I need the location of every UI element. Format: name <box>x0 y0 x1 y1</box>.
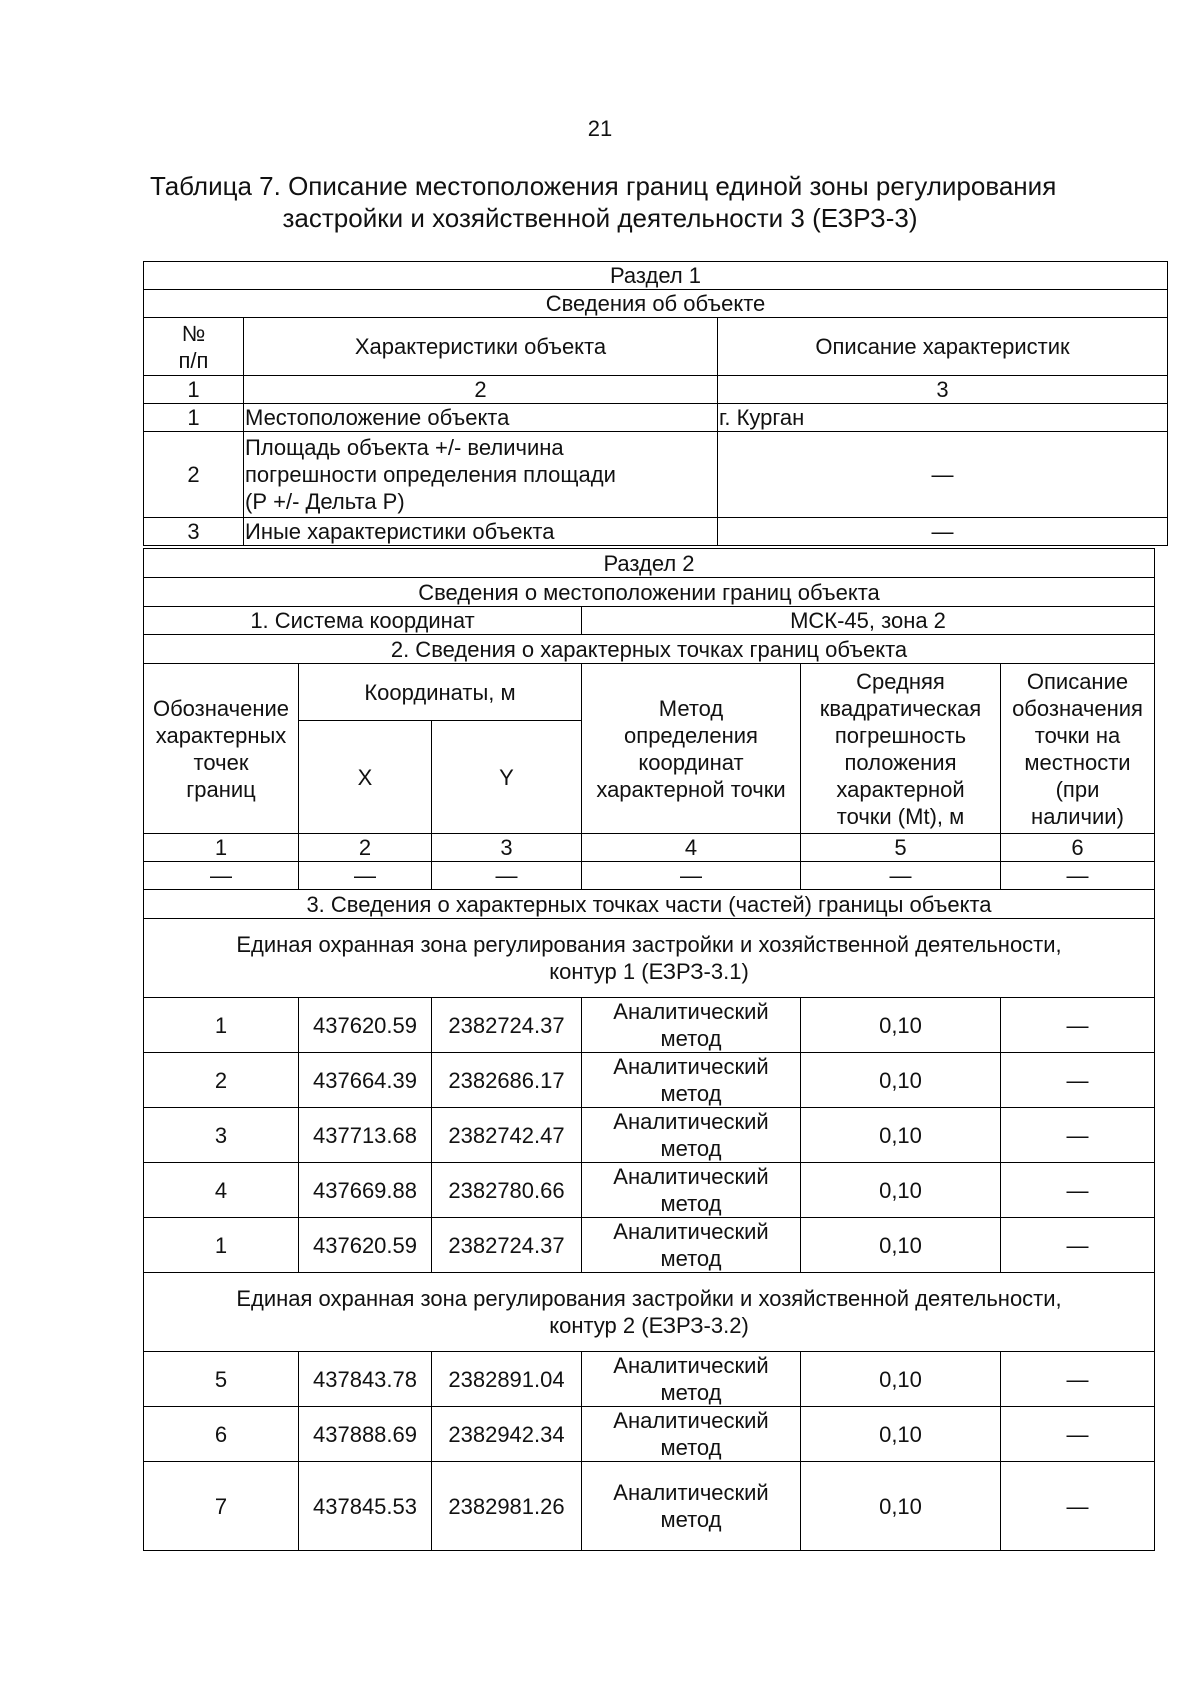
col-header-coordinates: Координаты, м <box>299 664 582 721</box>
row-characteristic: Иные характеристики объекта <box>244 518 718 546</box>
empty-cell: — <box>299 862 432 890</box>
point-x: 437620.59 <box>299 998 432 1053</box>
point-x: 437845.53 <box>299 1462 432 1551</box>
point-x: 437669.88 <box>299 1163 432 1218</box>
table-title <box>150 170 1057 234</box>
point-description: — <box>1001 1407 1155 1462</box>
point-x: 437713.68 <box>299 1108 432 1163</box>
point-error: 0,10 <box>801 1108 1001 1163</box>
table-row <box>144 1108 1155 1163</box>
col-header-number: № п/п <box>144 318 244 376</box>
point-error: 0,10 <box>801 998 1001 1053</box>
point-id: 6 <box>144 1407 299 1462</box>
point-error: 0,10 <box>801 1352 1001 1407</box>
section-2-header: Раздел 2 <box>144 549 1155 578</box>
point-method: Аналитический метод <box>582 1108 801 1163</box>
section-1-header: Раздел 1 <box>144 262 1168 290</box>
col-number: 3 <box>718 376 1168 404</box>
point-y: 2382891.04 <box>432 1352 582 1407</box>
col-number: 1 <box>144 834 299 862</box>
point-method: Аналитический метод <box>582 1163 801 1218</box>
empty-cell: — <box>1001 862 1155 890</box>
point-method: Аналитический метод <box>582 998 801 1053</box>
coord-system-label: 1. Система координат <box>144 607 582 635</box>
point-error: 0,10 <box>801 1053 1001 1108</box>
empty-row <box>144 862 1155 890</box>
contour-title-row <box>144 919 1155 998</box>
col-header-description: Описание характеристик <box>718 318 1168 376</box>
point-method: Аналитический метод <box>582 1407 801 1462</box>
row-number: 3 <box>144 518 244 546</box>
point-id: 2 <box>144 1053 299 1108</box>
parts-header: 3. Сведения о характерных точках части (частей) границы объекта <box>144 890 1155 919</box>
table-row <box>144 1053 1155 1108</box>
row-characteristic: Площадь объекта +/- величина погрешности определения площади (Р +/- Дельта Р) <box>244 432 718 518</box>
point-y: 2382686.17 <box>432 1053 582 1108</box>
point-description: — <box>1001 1352 1155 1407</box>
point-error: 0,10 <box>801 1407 1001 1462</box>
empty-cell: — <box>432 862 582 890</box>
table-row <box>144 1352 1155 1407</box>
point-id: 3 <box>144 1108 299 1163</box>
point-method: Аналитический метод <box>582 1462 801 1551</box>
contour-title: Единая охранная зона регулирования застройки и хозяйственной деятельности, контур 2 (ЕЗРЗ-3.2) <box>144 1273 1155 1352</box>
table-row <box>144 1218 1155 1273</box>
point-method: Аналитический метод <box>582 1053 801 1108</box>
point-y: 2382981.26 <box>432 1462 582 1551</box>
row-number: 1 <box>144 404 244 432</box>
table-row <box>144 1163 1155 1218</box>
table-title-line-2: застройки и хозяйственной деятельности 3 (ЕЗРЗ-3) <box>282 203 918 233</box>
point-description: — <box>1001 1462 1155 1551</box>
row-value: — <box>718 432 1168 518</box>
col-header-designation: Обозначение характерных точек границ <box>144 664 299 834</box>
empty-cell: — <box>582 862 801 890</box>
point-description: — <box>1001 1163 1155 1218</box>
col-header-point-description: Описание обозначения точки на местности (при наличии) <box>1001 664 1155 834</box>
section-2-table <box>143 548 1155 1551</box>
contours-body <box>144 919 1155 1551</box>
point-y: 2382942.34 <box>432 1407 582 1462</box>
section-1-subheader: Сведения об объекте <box>144 290 1168 318</box>
point-error: 0,10 <box>801 1462 1001 1551</box>
coord-system-value: МСК-45, зона 2 <box>582 607 1155 635</box>
point-y: 2382724.37 <box>432 1218 582 1273</box>
point-error: 0,10 <box>801 1218 1001 1273</box>
col-number: 5 <box>801 834 1001 862</box>
page-number: 21 <box>587 116 613 141</box>
col-number: 3 <box>432 834 582 862</box>
point-id: 4 <box>144 1163 299 1218</box>
contour-title: Единая охранная зона регулирования застройки и хозяйственной деятельности, контур 1 (ЕЗРЗ-3.1) <box>144 919 1155 998</box>
table-row <box>144 998 1155 1053</box>
point-x: 437843.78 <box>299 1352 432 1407</box>
empty-cell: — <box>801 862 1001 890</box>
point-description: — <box>1001 1108 1155 1163</box>
col-header-method: Метод определения координат характерной точки <box>582 664 801 834</box>
row-number: 2 <box>144 432 244 518</box>
point-method: Аналитический метод <box>582 1218 801 1273</box>
col-number: 2 <box>299 834 432 862</box>
point-x: 437620.59 <box>299 1218 432 1273</box>
col-number: 4 <box>582 834 801 862</box>
point-description: — <box>1001 1053 1155 1108</box>
point-id: 1 <box>144 998 299 1053</box>
table-row <box>144 1462 1155 1551</box>
col-header-x: X <box>299 721 432 834</box>
row-characteristic: Местоположение объекта <box>244 404 718 432</box>
point-y: 2382724.37 <box>432 998 582 1053</box>
empty-cell: — <box>144 862 299 890</box>
point-x: 437888.69 <box>299 1407 432 1462</box>
point-id: 7 <box>144 1462 299 1551</box>
point-x: 437664.39 <box>299 1053 432 1108</box>
point-error: 0,10 <box>801 1163 1001 1218</box>
point-description: — <box>1001 998 1155 1053</box>
table-row <box>144 404 1168 432</box>
col-header-characteristics: Характеристики объекта <box>244 318 718 376</box>
col-header-y: Y <box>432 721 582 834</box>
table-row <box>144 518 1168 546</box>
point-id: 1 <box>144 1218 299 1273</box>
section-2-subheader: Сведения о местоположении границ объекта <box>144 578 1155 607</box>
point-id: 5 <box>144 1352 299 1407</box>
col-number: 1 <box>144 376 244 404</box>
point-description: — <box>1001 1218 1155 1273</box>
points-header: 2. Сведения о характерных точках границ объекта <box>144 635 1155 664</box>
col-number: 2 <box>244 376 718 404</box>
point-y: 2382780.66 <box>432 1163 582 1218</box>
contour-title-row <box>144 1273 1155 1352</box>
point-method: Аналитический метод <box>582 1352 801 1407</box>
table-title-line-1: Таблица 7. Описание местоположения границ единой зоны регулирования <box>150 171 1057 201</box>
row-value: г. Курган <box>718 404 1168 432</box>
section-1-table <box>143 261 1168 546</box>
point-y: 2382742.47 <box>432 1108 582 1163</box>
col-header-error: Средняя квадратическая погрешность положения характерной точки (Mt), м <box>801 664 1001 834</box>
table-row <box>144 432 1168 518</box>
row-value: — <box>718 518 1168 546</box>
col-number: 6 <box>1001 834 1155 862</box>
table-row <box>144 1407 1155 1462</box>
